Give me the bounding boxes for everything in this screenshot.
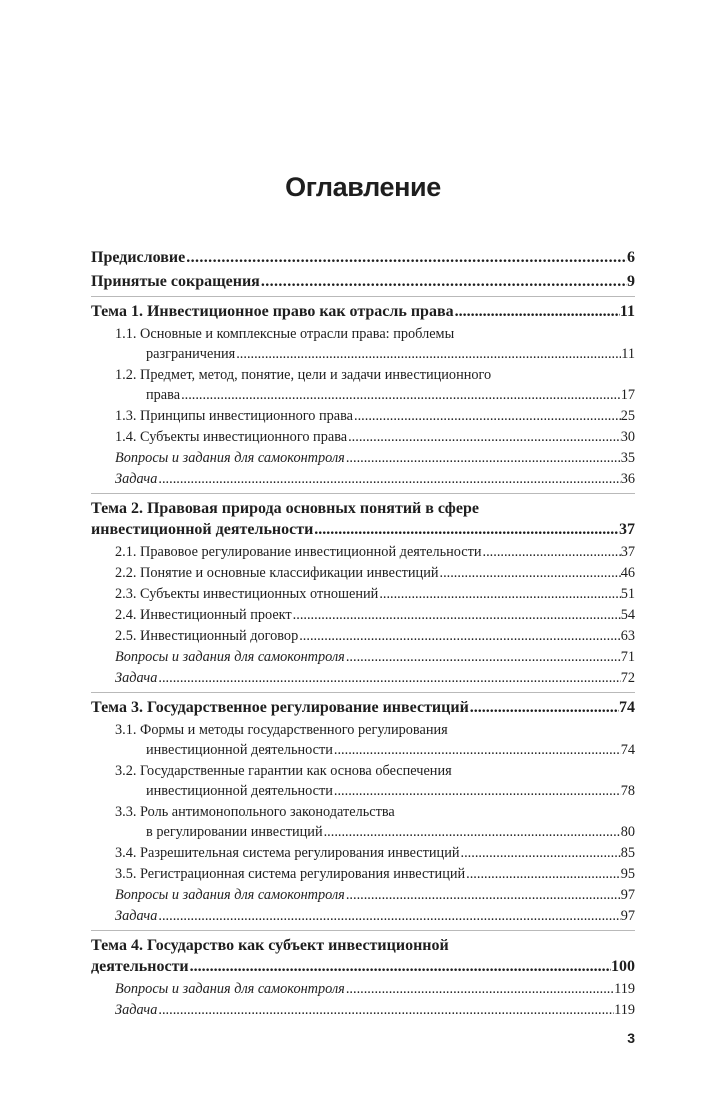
toc-topic-1[interactable] — [91, 301, 635, 322]
toc-section-title-cont: в регулировании инвестиций — [146, 824, 323, 840]
dot-leader — [185, 247, 627, 268]
dot-leader — [378, 584, 620, 604]
toc-section-page: 72 — [620, 670, 635, 686]
toc-topic-4[interactable] — [91, 935, 635, 977]
toc-section-questions[interactable] — [91, 448, 635, 468]
toc-section-page: 11 — [621, 346, 635, 362]
dot-leader — [345, 885, 621, 905]
toc-topic-title: Тема 4. Государство как субъект инвестиционной — [91, 937, 449, 954]
toc-topic-title: Тема 3. Государственное регулирование инвестиций — [91, 699, 469, 716]
toc-section-page: 37 — [620, 544, 635, 560]
toc-section[interactable] — [91, 324, 635, 364]
toc-section[interactable] — [91, 605, 635, 625]
toc-section-title: Вопросы и задания для самоконтроля — [115, 649, 345, 665]
toc-topic-page: 74 — [619, 699, 635, 716]
toc-section-page: 17 — [620, 387, 635, 403]
toc-topic-page: 37 — [619, 521, 635, 538]
toc-section-title: Вопросы и задания для самоконтроля — [115, 450, 345, 466]
toc-section-title: 3.4. Разрешительная система регулирования инвестиций — [115, 845, 460, 861]
divider — [91, 692, 635, 693]
toc-section-page: 78 — [620, 783, 635, 799]
toc-section[interactable] — [91, 584, 635, 604]
toc-section-questions[interactable] — [91, 979, 635, 999]
toc-section-title: 2.2. Понятие и основные классификации инвестиций — [115, 565, 439, 581]
toc-section-page: 97 — [620, 908, 635, 924]
divider — [91, 493, 635, 494]
toc-section-title: 3.3. Роль антимонопольного законодательства — [115, 804, 395, 820]
toc-section-title: 3.5. Регистрационная система регулирования инвестиций — [115, 866, 466, 882]
toc-topic-title-cont: инвестиционной деятельности — [91, 521, 314, 538]
toc-section-page: 85 — [620, 845, 635, 861]
toc-section-page: 54 — [620, 607, 635, 623]
dot-leader — [482, 542, 621, 562]
toc-section-questions[interactable] — [91, 647, 635, 667]
dot-leader — [454, 301, 620, 322]
toc-entry-title: Предисловие — [91, 249, 186, 266]
toc-section-page: 80 — [620, 824, 635, 840]
dot-leader — [157, 1000, 614, 1020]
toc-section-page: 97 — [620, 887, 635, 903]
toc-section[interactable] — [91, 542, 635, 562]
toc-section[interactable] — [91, 563, 635, 583]
toc-entry-preface[interactable] — [91, 247, 635, 268]
toc-section-title: 1.4. Субъекты инвестиционного права — [115, 429, 348, 445]
page-number: 3 — [627, 1030, 635, 1046]
toc-entry-title: Принятые сокращения — [91, 273, 260, 290]
toc-section-title-cont: инвестиционной деятельности — [146, 783, 333, 799]
toc-section-title-cont: разграничения — [146, 346, 236, 362]
dot-leader — [345, 448, 621, 468]
toc-topic-title: Тема 1. Инвестиционное право как отрасль права — [91, 303, 454, 320]
toc-section-page: 36 — [620, 471, 635, 487]
toc-entry-page: 6 — [627, 249, 635, 266]
dot-leader — [353, 406, 621, 426]
dot-leader — [157, 469, 620, 489]
toc-section-page: 119 — [614, 981, 635, 997]
toc-topic-2[interactable] — [91, 498, 635, 540]
toc-topic-title: Тема 2. Правовая природа основных понятий в сфере — [91, 500, 479, 517]
toc-topic-3[interactable] — [91, 697, 635, 718]
toc-section-title: Вопросы и задания для самоконтроля — [115, 981, 345, 997]
dot-leader — [333, 781, 621, 801]
divider — [91, 296, 635, 297]
dot-leader — [347, 427, 621, 447]
toc-section-title: 2.3. Субъекты инвестиционных отношений — [115, 586, 379, 602]
toc-section[interactable] — [91, 626, 635, 646]
toc-entry-abbreviations[interactable] — [91, 271, 635, 292]
toc-section[interactable] — [91, 802, 635, 842]
toc-topic-page: 100 — [611, 958, 635, 975]
toc-section-task[interactable] — [91, 469, 635, 489]
toc-section-title: 1.2. Предмет, метод, понятие, цели и задачи инвестиционного — [115, 367, 492, 383]
dot-leader — [180, 385, 621, 405]
dot-leader — [323, 822, 621, 842]
toc-section-title: 1.1. Основные и комплексные отрасли права: проблемы — [115, 326, 455, 342]
toc-section-title: Задача — [115, 471, 158, 487]
toc-section-page: 71 — [620, 649, 635, 665]
dot-leader — [439, 563, 621, 583]
toc-section[interactable] — [91, 720, 635, 760]
toc-section-title: 1.3. Принципы инвестиционного права — [115, 408, 354, 424]
toc-section-title: Вопросы и задания для самоконтроля — [115, 887, 345, 903]
toc-section-title: 2.4. Инвестиционный проект — [115, 607, 292, 623]
dot-leader — [292, 605, 621, 625]
toc-section-page: 35 — [620, 450, 635, 466]
toc-section-page: 95 — [620, 866, 635, 882]
dot-leader — [345, 979, 614, 999]
toc-section-title: 2.5. Инвестиционный договор — [115, 628, 299, 644]
dot-leader — [235, 344, 621, 364]
toc-entry-page: 9 — [627, 273, 635, 290]
toc-section-task[interactable] — [91, 668, 635, 688]
toc-section-page: 25 — [620, 408, 635, 424]
toc-section-title: Задача — [115, 908, 158, 924]
toc-topic-title-cont: деятельности — [91, 958, 189, 975]
dot-leader — [157, 906, 620, 926]
divider — [91, 930, 635, 931]
dot-leader — [189, 956, 611, 977]
toc-section-page: 46 — [620, 565, 635, 581]
toc-section-title: Задача — [115, 1002, 158, 1018]
dot-leader — [260, 271, 627, 292]
toc-section[interactable] — [91, 843, 635, 863]
toc-section-title: Задача — [115, 670, 158, 686]
toc-section[interactable] — [91, 761, 635, 801]
toc-section-title-cont: права — [146, 387, 181, 403]
dot-leader — [157, 668, 620, 688]
toc-section-page: 51 — [620, 586, 635, 602]
table-of-contents — [91, 244, 635, 1021]
toc-section-title: 3.1. Формы и методы государственного регулирования — [115, 722, 448, 738]
toc-section-task[interactable] — [91, 1000, 635, 1020]
dot-leader — [460, 843, 621, 863]
toc-section-page: 74 — [620, 742, 635, 758]
dot-leader — [465, 864, 621, 884]
dot-leader — [313, 519, 619, 540]
toc-section[interactable] — [91, 406, 635, 426]
toc-section-title: 2.1. Правовое регулирование инвестиционной деятельности — [115, 544, 482, 560]
dot-leader — [345, 647, 621, 667]
toc-topic-page: 11 — [619, 303, 635, 320]
toc-section-task[interactable] — [91, 906, 635, 926]
page-title: Оглавление — [285, 172, 441, 202]
toc-section-page: 119 — [614, 1002, 635, 1018]
toc-section[interactable] — [91, 427, 635, 447]
dot-leader — [298, 626, 620, 646]
dot-leader — [333, 740, 621, 760]
toc-section-title-cont: инвестиционной деятельности — [146, 742, 333, 758]
toc-section[interactable] — [91, 864, 635, 884]
toc-section-title: 3.2. Государственные гарантии как основа обеспечения — [115, 763, 452, 779]
toc-section-page: 63 — [620, 628, 635, 644]
toc-section-questions[interactable] — [91, 885, 635, 905]
toc-section-page: 30 — [620, 429, 635, 445]
dot-leader — [469, 697, 619, 718]
toc-section[interactable] — [91, 365, 635, 405]
